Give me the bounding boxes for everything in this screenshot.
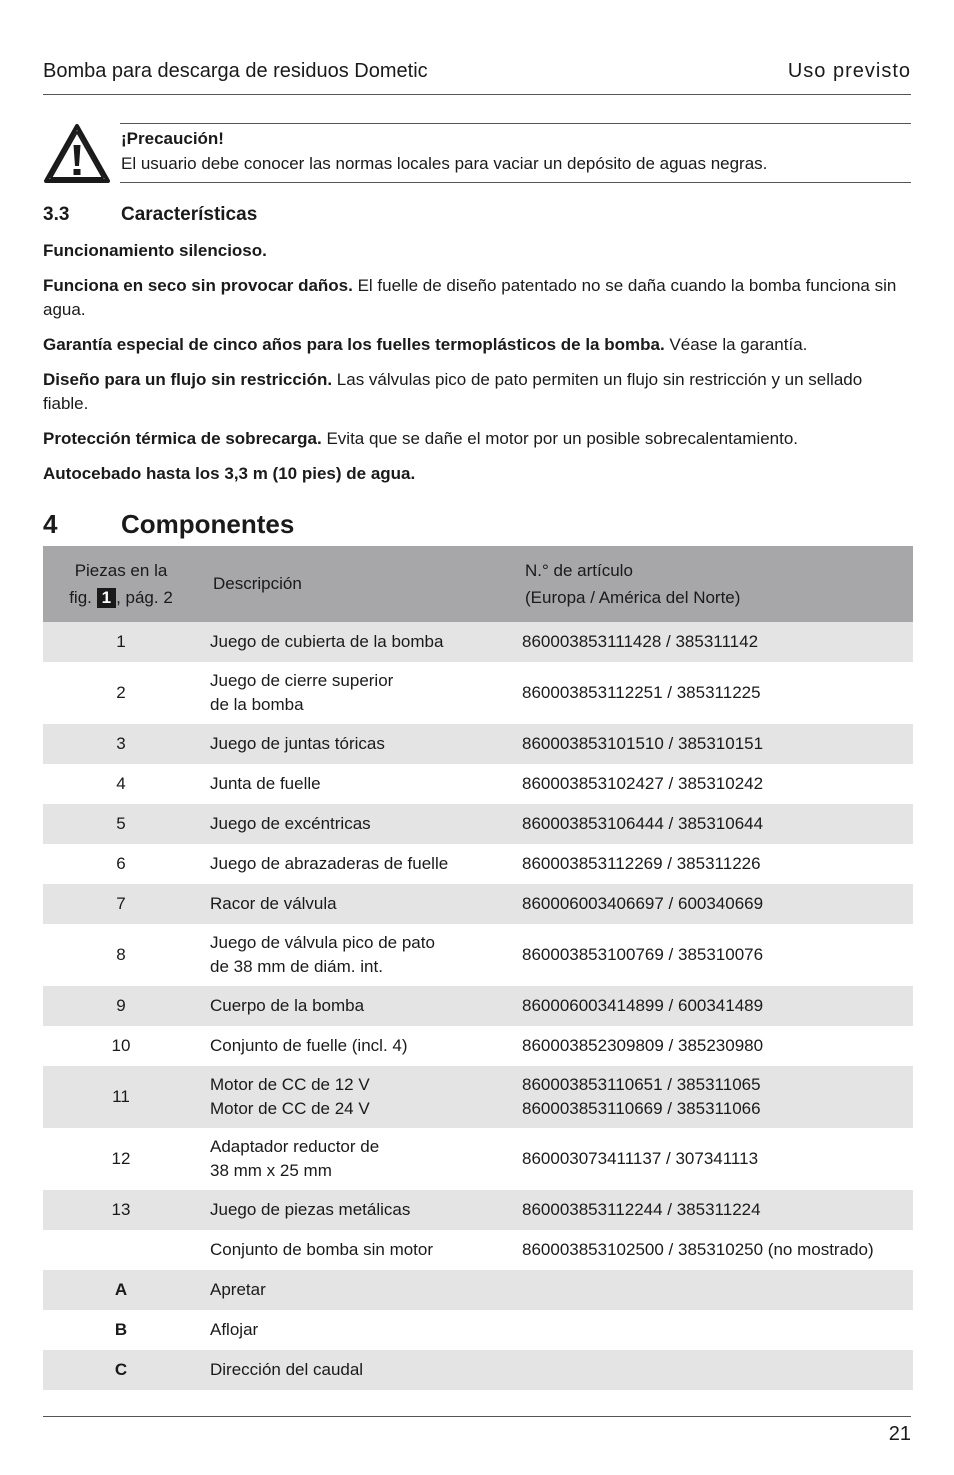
article-line: 860003853112269 / 385311226 bbox=[522, 854, 761, 873]
description-line: Juego de abrazaderas de fuelle bbox=[210, 854, 449, 873]
article-cell bbox=[522, 1073, 913, 1121]
description-cell bbox=[210, 630, 510, 654]
article-cell bbox=[522, 732, 913, 756]
table-row bbox=[43, 622, 913, 662]
article-cell bbox=[522, 1238, 913, 1262]
piece-cell: 7 bbox=[116, 894, 126, 913]
warning-triangle-icon bbox=[43, 123, 111, 185]
feature-lead: Protección térmica de sobrecarga. bbox=[43, 429, 322, 448]
feature-lead: Garantía especial de cinco años para los fuelles termoplásticos de la bomba. bbox=[43, 335, 665, 354]
description-cell bbox=[210, 732, 510, 756]
description-line: de 38 mm de diám. int. bbox=[210, 957, 383, 976]
table-row bbox=[43, 1310, 913, 1350]
article-line: 860003853106444 / 385310644 bbox=[522, 814, 764, 833]
article-line: 860003853100769 / 385310076 bbox=[522, 945, 764, 964]
article-line: 860003853111428 / 385311142 bbox=[522, 632, 759, 651]
piece-cell: 8 bbox=[116, 945, 126, 964]
piece-cell: 12 bbox=[111, 1149, 131, 1168]
table-row bbox=[43, 1066, 913, 1128]
feature-paragraph bbox=[43, 274, 911, 322]
column-header-description: Descripción bbox=[213, 574, 302, 593]
description-line: Juego de cierre superior bbox=[210, 671, 394, 690]
piece-cell: 9 bbox=[116, 996, 126, 1015]
page-number: 21 bbox=[888, 1423, 911, 1445]
description-line: Motor de CC de 24 V bbox=[210, 1099, 370, 1118]
article-line: 860003853110651 / 385311065 bbox=[522, 1075, 761, 1094]
column-header-pieces bbox=[43, 546, 199, 622]
pieces-header-line1: Piezas en la bbox=[74, 561, 168, 580]
feature-paragraph bbox=[43, 462, 911, 486]
description-line: Junta de fuelle bbox=[210, 774, 321, 793]
chapter-heading: Componentes bbox=[121, 509, 295, 539]
description-line: 38 mm x 25 mm bbox=[210, 1161, 332, 1180]
article-line: 860003853102427 / 385310242 bbox=[522, 774, 764, 793]
caution-heading: ¡Precaución! bbox=[121, 129, 224, 148]
table-row bbox=[43, 764, 913, 804]
article-line: 860003853110669 / 385311066 bbox=[522, 1099, 761, 1118]
piece-cell: 6 bbox=[116, 854, 126, 873]
column-header-article bbox=[525, 557, 740, 611]
article-cell bbox=[522, 852, 913, 876]
caution-notice bbox=[43, 123, 911, 183]
description-cell bbox=[210, 669, 510, 717]
description-cell bbox=[210, 1238, 510, 1262]
description-cell bbox=[210, 931, 510, 979]
page-header bbox=[43, 58, 911, 95]
document-title: Bomba para descarga de residuos Dometic bbox=[43, 60, 428, 82]
article-cell bbox=[522, 681, 913, 705]
description-cell bbox=[210, 1318, 510, 1342]
table-row bbox=[43, 1190, 913, 1230]
article-header-line1: N.° de artículo bbox=[525, 561, 633, 580]
caution-text: El usuario debe conocer las normas locales para vaciar un depósito de aguas negras. bbox=[121, 154, 768, 173]
description-line: Motor de CC de 12 V bbox=[210, 1075, 370, 1094]
feature-text: Las válvulas pico de pato permiten un flujo sin restricción y un sellado fiable. bbox=[43, 370, 863, 413]
piece-cell: 10 bbox=[111, 1036, 131, 1055]
description-cell bbox=[210, 1135, 510, 1183]
article-cell bbox=[522, 1147, 913, 1171]
description-line: de la bomba bbox=[210, 695, 304, 714]
description-cell bbox=[210, 772, 510, 796]
pieces-fig-label: fig. bbox=[69, 588, 92, 607]
description-cell bbox=[210, 1034, 510, 1058]
components-table bbox=[43, 546, 913, 1390]
description-line: Dirección del caudal bbox=[210, 1360, 364, 1379]
article-cell bbox=[522, 772, 913, 796]
feature-lead: Autocebado hasta los 3,3 m (10 pies) de agua. bbox=[43, 464, 416, 483]
article-line: 860006003406697 / 600340669 bbox=[522, 894, 764, 913]
piece-cell: B bbox=[114, 1320, 128, 1339]
caution-bottom-rule bbox=[120, 182, 911, 183]
description-line: Cuerpo de la bomba bbox=[210, 996, 365, 1015]
section-title: Características bbox=[121, 204, 258, 225]
feature-lead: Funcionamiento silencioso. bbox=[43, 241, 267, 260]
piece-cell: 1 bbox=[116, 632, 126, 651]
description-line: Conjunto de bomba sin motor bbox=[210, 1240, 434, 1259]
table-row bbox=[43, 844, 913, 884]
article-line: 860003853112251 / 385311225 bbox=[522, 683, 761, 702]
description-cell bbox=[210, 812, 510, 836]
caution-top-rule bbox=[120, 123, 911, 124]
feature-paragraph bbox=[43, 368, 911, 416]
description-line: Juego de juntas tóricas bbox=[210, 734, 385, 753]
pieces-page-label: , pág. 2 bbox=[116, 588, 173, 607]
description-line: Aflojar bbox=[210, 1320, 259, 1339]
feature-text: El fuelle de diseño patentado no se daña cuando la bomba funciona sin agua. bbox=[43, 276, 897, 319]
table-row bbox=[43, 662, 913, 724]
description-line: Juego de excéntricas bbox=[210, 814, 371, 833]
description-line: Apretar bbox=[210, 1280, 266, 1299]
chapter-title: Uso previsto bbox=[787, 60, 911, 82]
description-cell bbox=[210, 852, 510, 876]
feature-paragraph bbox=[43, 427, 911, 451]
figure-number-badge: 1 bbox=[97, 588, 116, 608]
article-line: 860003852309809 / 385230980 bbox=[522, 1036, 764, 1055]
table-row bbox=[43, 1026, 913, 1066]
article-cell bbox=[522, 630, 913, 654]
description-line: Adaptador reductor de bbox=[210, 1137, 380, 1156]
article-line: 860006003414899 / 600341489 bbox=[522, 996, 764, 1015]
table-header bbox=[43, 546, 913, 622]
piece-cell: 13 bbox=[111, 1200, 131, 1219]
article-cell bbox=[522, 812, 913, 836]
feature-text: Evita que se dañe el motor por un posible sobrecalentamiento. bbox=[321, 429, 799, 448]
description-line: Racor de válvula bbox=[210, 894, 337, 913]
pieces-header-line2 bbox=[69, 584, 173, 611]
article-cell bbox=[522, 1034, 913, 1058]
feature-paragraph bbox=[43, 239, 911, 263]
article-line: 860003853101510 / 385310151 bbox=[522, 734, 764, 753]
description-cell bbox=[210, 1198, 510, 1222]
description-cell bbox=[210, 1358, 510, 1382]
article-cell bbox=[522, 892, 913, 916]
description-cell bbox=[210, 1073, 510, 1121]
table-row bbox=[43, 1230, 913, 1270]
table-row bbox=[43, 986, 913, 1026]
article-cell bbox=[522, 994, 913, 1018]
table-row bbox=[43, 884, 913, 924]
piece-cell: 11 bbox=[112, 1087, 130, 1106]
article-header-line2: (Europa / América del Norte) bbox=[525, 588, 741, 607]
section-number: 3.3 bbox=[43, 204, 70, 225]
article-line: 860003073411137 / 307341113 bbox=[522, 1149, 759, 1168]
feature-text: Véase la garantía. bbox=[664, 335, 808, 354]
article-line: 860003853112244 / 385311224 bbox=[522, 1200, 761, 1219]
piece-cell: 3 bbox=[116, 734, 126, 753]
table-row bbox=[43, 1270, 913, 1310]
description-line: Juego de piezas metálicas bbox=[210, 1200, 411, 1219]
piece-cell: C bbox=[114, 1360, 128, 1379]
table-row bbox=[43, 1128, 913, 1190]
article-cell bbox=[522, 943, 913, 967]
description-line: Conjunto de fuelle (incl. 4) bbox=[210, 1036, 408, 1055]
piece-cell: A bbox=[114, 1280, 128, 1299]
table-row bbox=[43, 1350, 913, 1390]
piece-cell: 2 bbox=[116, 683, 126, 702]
table-row bbox=[43, 804, 913, 844]
table-row bbox=[43, 724, 913, 764]
feature-lead: Diseño para un flujo sin restricción. bbox=[43, 370, 333, 389]
table-row bbox=[43, 924, 913, 986]
piece-cell: 4 bbox=[116, 774, 126, 793]
description-line: Juego de válvula pico de pato bbox=[210, 933, 435, 952]
footer-rule bbox=[43, 1416, 911, 1417]
article-line: 860003853102500 / 385310250 (no mostrado) bbox=[522, 1240, 874, 1259]
description-cell bbox=[210, 1278, 510, 1302]
article-cell bbox=[522, 1198, 913, 1222]
description-cell bbox=[210, 892, 510, 916]
description-line: Juego de cubierta de la bomba bbox=[210, 632, 444, 651]
feature-lead: Funciona en seco sin provocar daños. bbox=[43, 276, 353, 295]
description-cell bbox=[210, 994, 510, 1018]
chapter-number: 4 bbox=[43, 509, 58, 539]
feature-paragraph bbox=[43, 333, 911, 357]
piece-cell: 5 bbox=[116, 814, 126, 833]
